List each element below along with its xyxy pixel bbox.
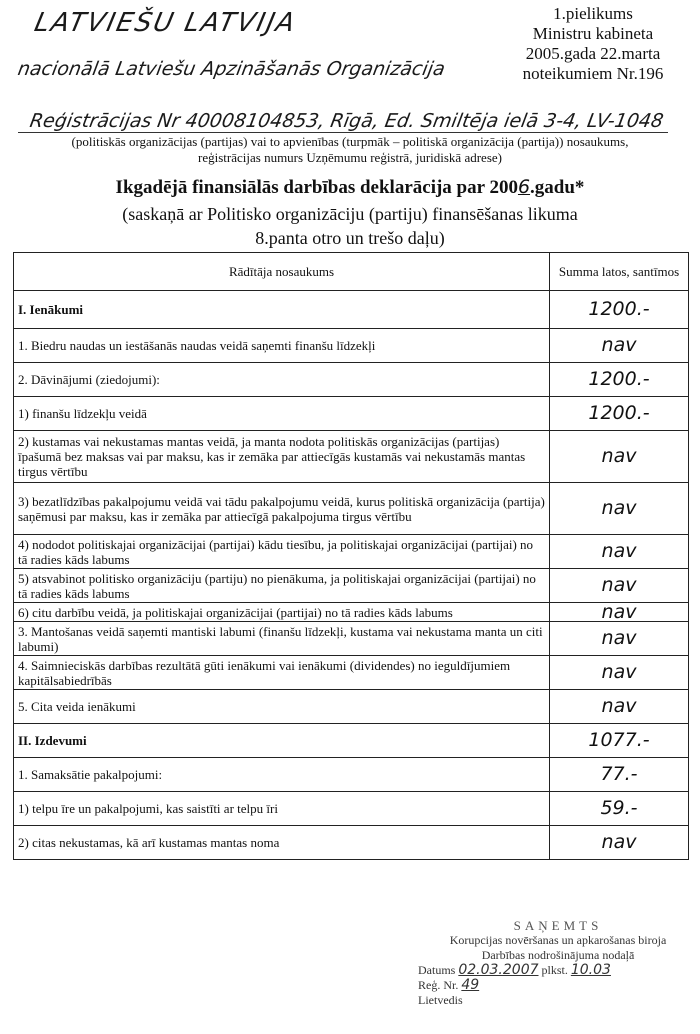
row-value: nav: [550, 483, 689, 535]
stamp-date-line: [418, 963, 698, 978]
stamp-sign-label: Lietvedis: [418, 993, 463, 1007]
table-row: [14, 431, 689, 483]
table-row: [14, 690, 689, 724]
title-year-digit: 6: [517, 176, 531, 198]
row-value: 1077.-: [550, 724, 689, 758]
row-label: 6) citu darbību veidā, ja politiskajai organizācijai (partijai) no tā radies kāds labums: [14, 603, 550, 622]
table-row: [14, 569, 689, 603]
page-title: [20, 176, 680, 199]
table-row: [14, 291, 689, 329]
appendix-line: 1.pielikums: [553, 4, 633, 23]
row-value: 59.-: [550, 792, 689, 826]
page-subtitle: [40, 202, 660, 250]
row-value: nav: [550, 622, 689, 656]
stamp-reg-label: Reģ. Nr.: [418, 978, 459, 992]
table-row: [14, 329, 689, 363]
subtitle-line: (saskaņā ar Politisko organizāciju (partiju) finansēšanas likuma: [122, 204, 578, 224]
row-label: 3) bezatlīdzības pakalpojumu veidā vai tādu pakalpojumu veidā, kurus politiskā organizācija (partija) saņēmusi par maksu, kas ir zemāka par attiecīgā pakalpojuma tirgus vērtību: [14, 483, 550, 535]
row-value: nav: [550, 656, 689, 690]
stamp-sign-line: [418, 993, 698, 1008]
row-label: 4) nododot politiskajai organizācijai (partijai) kādu tiesību, ja politiskajai organizācijai (partijai) no tā radies kāds labums: [14, 535, 550, 569]
column-header-sum: Summa latos, santīmos: [550, 253, 689, 291]
subtitle-line: 8.panta otro un trešo daļu): [255, 228, 445, 248]
row-label: 1. Samaksātie pakalpojumi:: [14, 758, 550, 792]
handwritten-party-name: LATVIEŠU LATVIJA: [31, 8, 300, 38]
title-suffix: .gadu*: [530, 177, 585, 198]
row-value: nav: [550, 329, 689, 363]
row-label: 1. Biedru naudas un iestāšanās naudas veidā saņemti finanšu līdzekļi: [14, 329, 550, 363]
row-label: 1) telpu īre un pakalpojumi, kas saistīti ar telpu īri: [14, 792, 550, 826]
row-label: I. Ienākumi: [14, 291, 550, 329]
row-value: nav: [550, 535, 689, 569]
row-value: nav: [550, 569, 689, 603]
row-value: nav: [550, 826, 689, 860]
row-value: 1200.-: [550, 397, 689, 431]
declaration-table: [13, 252, 689, 860]
stamp-time-value: 10.03: [570, 962, 611, 978]
title-prefix: Ikgadējā finansiālās darbības deklarācija par 200: [115, 177, 518, 198]
row-value: 1200.-: [550, 291, 689, 329]
table-row: [14, 656, 689, 690]
stamp-org-line: Korupcijas novēršanas un apkarošanas biroja: [449, 933, 667, 947]
table-row: [14, 397, 689, 431]
row-label: 2) citas nekustamas, kā arī kustamas mantas noma: [14, 826, 550, 860]
table-row: [14, 758, 689, 792]
stamp-heading: SAŅEMTS: [513, 918, 603, 933]
table-row: [14, 603, 689, 622]
table-row: [14, 724, 689, 758]
stamp-time-label: plkst.: [541, 963, 568, 977]
stamp-org-line: Darbības nodrošinājuma nodaļā: [481, 948, 635, 962]
stamp-date-value: 02.03.2007: [458, 962, 539, 978]
row-value: 1200.-: [550, 363, 689, 397]
row-label: 3. Mantošanas veidā saņemti mantiski labumi (finanšu līdzekļi, kustama vai nekustama manta un citi labumi): [14, 622, 550, 656]
row-value: nav: [550, 603, 689, 622]
stamp-date-label: Datums: [418, 963, 456, 977]
appendix-note: [498, 4, 688, 84]
table-row: [14, 535, 689, 569]
row-label: 5) atsvabinot politisko organizāciju (partiju) no pienākuma, ja politiskajai organizācijai (partijai) no tā radies kāds labums: [14, 569, 550, 603]
stamp-reg-value: 49: [461, 977, 480, 993]
appendix-line: noteikumiem Nr.196: [522, 64, 664, 83]
row-label: 1) finanšu līdzekļu veidā: [14, 397, 550, 431]
received-stamp: [418, 918, 698, 1008]
row-value: 77.-: [550, 758, 689, 792]
row-label: 5. Cita veida ienākumi: [14, 690, 550, 724]
row-value: nav: [550, 690, 689, 724]
table-row: [14, 622, 689, 656]
handwritten-registration: Reģistrācijas Nr 40008104853, Rīgā, Ed. Smiltēja ielā 3-4, LV-1048: [28, 110, 666, 132]
stamp-reg-line: [418, 978, 698, 993]
row-value: nav: [550, 431, 689, 483]
table-row: [14, 483, 689, 535]
column-header-name: Rādītāja nosaukums: [14, 253, 550, 291]
row-label: II. Izdevumi: [14, 724, 550, 758]
appendix-line: 2005.gada 22.marta: [525, 44, 661, 63]
table-row: [14, 826, 689, 860]
handwritten-party-subtitle: nacionālā Latviešu Apzināšanās Organizācija: [16, 58, 447, 80]
field-caption: (politiskās organizācijas (partijas) vai to apvienības (turpmāk – politiskā organizācija (partija)) nosaukums, reģistrācijas numurs Uzņēmumu reģistrā, juridiskā adrese): [71, 134, 629, 165]
row-label: 2) kustamas vai nekustamas mantas veidā, ja manta nodota politiskās organizācijas (partijas) īpašumā bez maksas vai par maksu, kas ir zemāka par attiecīgās kustamās vai nekustamās mantas tirgus vērtību: [14, 431, 550, 483]
row-label: 4. Saimnieciskās darbības rezultātā gūti ienākumi vai ienākumi (dividendes) no ieguldījumiem kapitālsabiedrībās: [14, 656, 550, 690]
fill-in-line: [18, 132, 668, 133]
appendix-line: Ministru kabineta: [532, 24, 654, 43]
table-row: [14, 792, 689, 826]
table-row: [14, 363, 689, 397]
row-label: 2. Dāvinājumi (ziedojumi):: [14, 363, 550, 397]
